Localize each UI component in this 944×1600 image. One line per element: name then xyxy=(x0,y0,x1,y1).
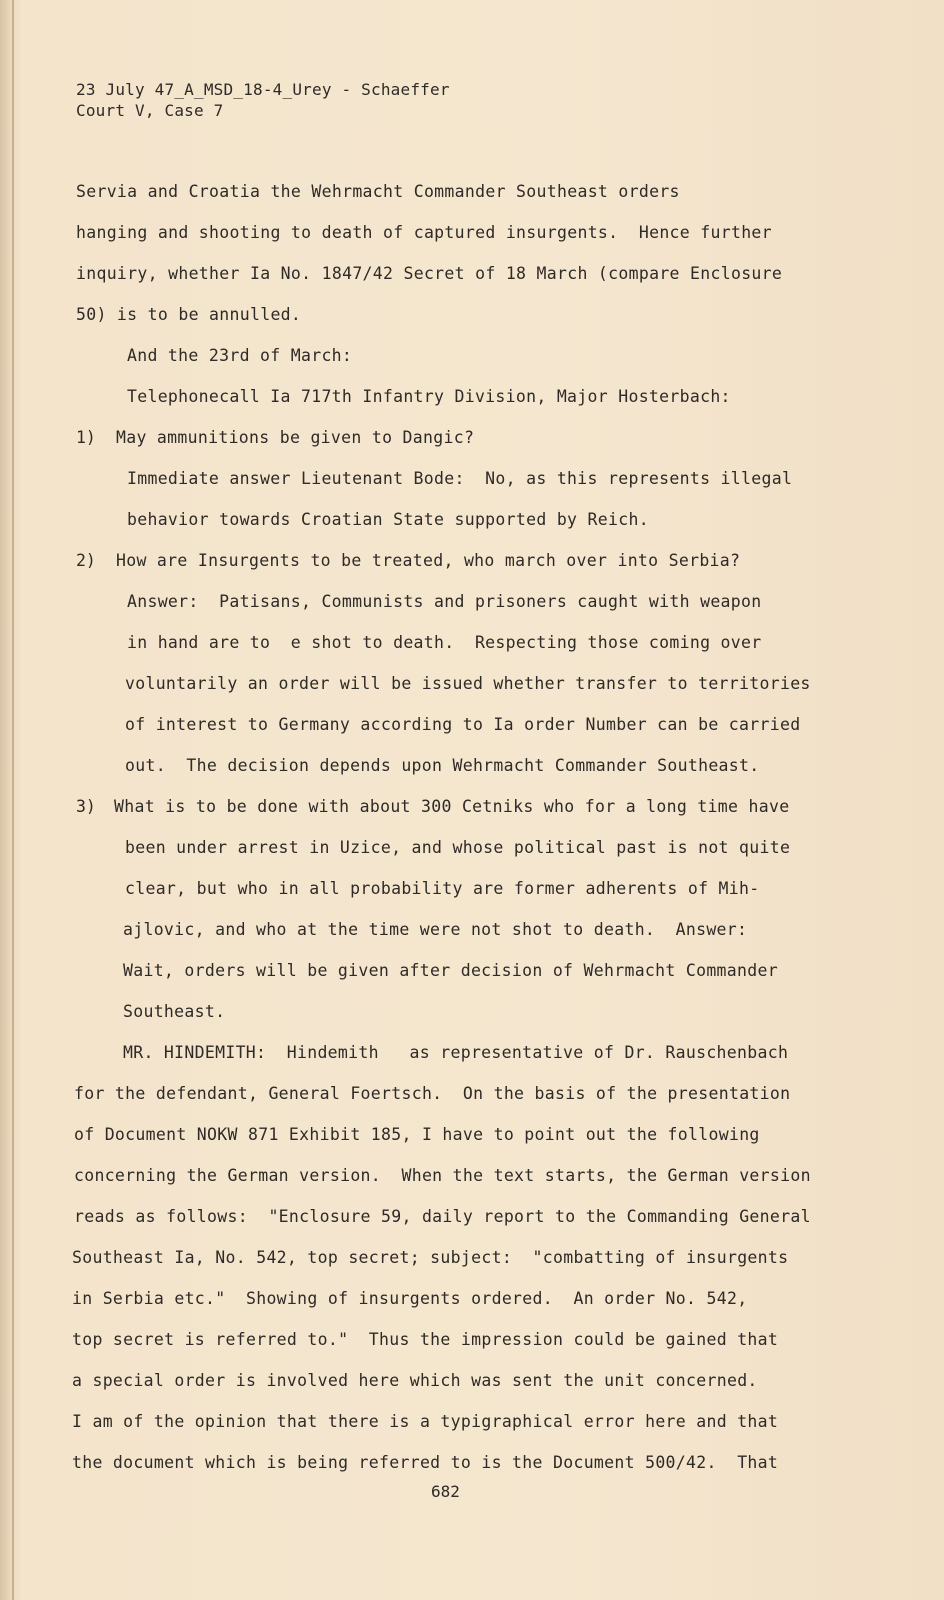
text-line: top secret is referred to." Thus the impression could be gained that xyxy=(72,1330,779,1349)
text-line: for the defendant, General Foertsch. On the basis of the presentation xyxy=(74,1084,791,1103)
text-line: hanging and shooting to death of captured insurgents. Hence further xyxy=(76,223,772,242)
text-line: in Serbia etc." Showing of insurgents ordered. An order No. 542, xyxy=(72,1289,748,1308)
text-line: And the 23rd of March: xyxy=(127,346,353,365)
list-number: 1) xyxy=(76,428,96,447)
list-number: 3) xyxy=(76,797,96,816)
header-line-1: 23 July 47_A_MSD_18-4_Urey - Schaeffer xyxy=(76,80,450,99)
text-line: Immediate answer Lieutenant Bode: No, as this represents illegal xyxy=(127,469,793,488)
text-line: Southeast Ia, No. 542, top secret; subject: "combatting of insurgents xyxy=(72,1248,789,1267)
text-line: voluntarily an order will be issued whether transfer to territories xyxy=(125,674,811,693)
text-line: behavior towards Croatian State supported by Reich. xyxy=(127,510,649,529)
text-line: of interest to Germany according to Ia order Number can be carried xyxy=(125,715,801,734)
text-line: out. The decision depends upon Wehrmacht Commander Southeast. xyxy=(125,756,760,775)
text-line: reads as follows: "Enclosure 59, daily report to the Commanding General xyxy=(74,1207,811,1226)
text-line: May ammunitions be given to Dangic? xyxy=(116,428,475,447)
text-line: the document which is being referred to is the Document 500/42. That xyxy=(72,1453,779,1472)
text-line: been under arrest in Uzice, and whose political past is not quite xyxy=(125,838,791,857)
text-line: Wait, orders will be given after decision of Wehrmacht Commander xyxy=(123,961,778,980)
text-line: Southeast. xyxy=(123,1002,226,1021)
page-edge xyxy=(12,0,14,1600)
text-line: MR. HINDEMITH: Hindemith as representative of Dr. Rauschenbach xyxy=(123,1043,789,1062)
text-line: of Document NOKW 871 Exhibit 185, I have to point out the following xyxy=(74,1125,760,1144)
text-line: concerning the German version. When the text starts, the German version xyxy=(74,1166,811,1185)
text-line: Servia and Croatia the Wehrmacht Commander Southeast orders xyxy=(76,182,680,201)
text-line: How are Insurgents to be treated, who march over into Serbia? xyxy=(116,551,741,570)
text-line: in hand are to e shot to death. Respecting those coming over xyxy=(127,633,762,652)
page-number: 682 xyxy=(431,1482,460,1501)
text-line: Answer: Patisans, Communists and prisoners caught with weapon xyxy=(127,592,762,611)
text-line: What is to be done with about 300 Cetniks who for a long time have xyxy=(114,797,790,816)
text-line: I am of the opinion that there is a typigraphical error here and that xyxy=(72,1412,779,1431)
list-number: 2) xyxy=(76,551,96,570)
text-line: a special order is involved here which was sent the unit concerned. xyxy=(72,1371,758,1390)
document-header xyxy=(76,79,450,121)
text-line: ajlovic, and who at the time were not shot to death. Answer: xyxy=(123,920,748,939)
text-line: inquiry, whether Ia No. 1847/42 Secret of 18 March (compare Enclosure xyxy=(76,264,783,283)
text-line: clear, but who in all probability are former adherents of Mih- xyxy=(125,879,760,898)
header-line-2: Court V, Case 7 xyxy=(76,101,224,120)
text-line: Telephonecall Ia 717th Infantry Division, Major Hosterbach: xyxy=(127,387,731,406)
text-line: 50) is to be annulled. xyxy=(76,305,302,324)
